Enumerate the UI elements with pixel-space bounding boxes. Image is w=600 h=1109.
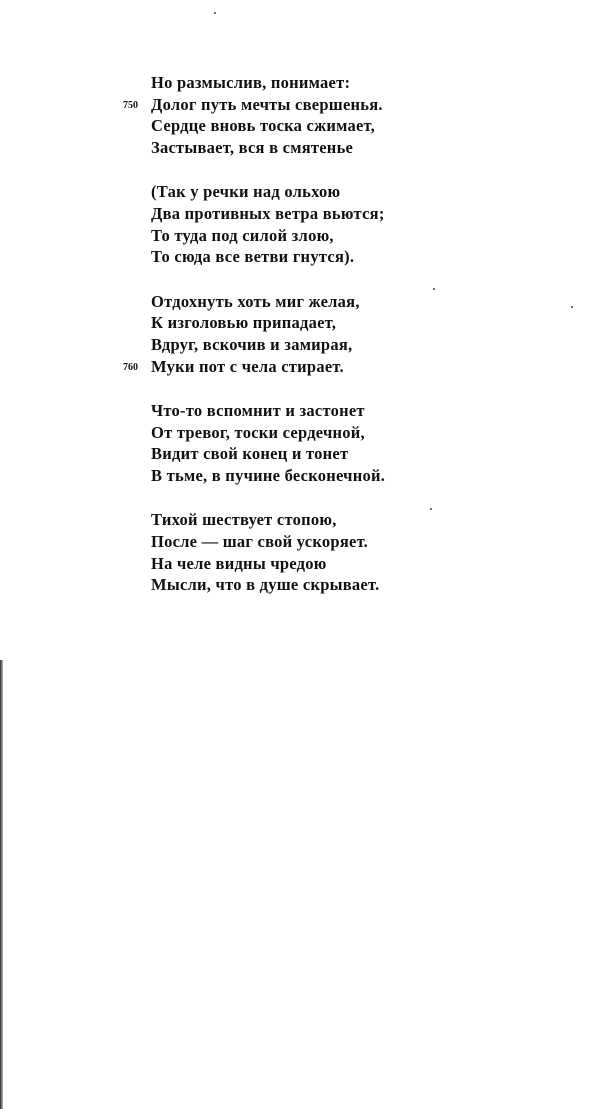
verse-line	[151, 137, 581, 159]
page-edge-shadow	[0, 660, 3, 1109]
line-number: 750	[123, 99, 138, 111]
verse-line	[151, 334, 581, 356]
verse-line	[151, 574, 581, 596]
verse-text: Вдруг, вскочив и замирая,	[151, 335, 353, 355]
verse-text: Два противных ветра вьются;	[151, 204, 385, 224]
verse-line	[123, 356, 581, 378]
stanza	[123, 291, 581, 378]
verse-line	[151, 465, 581, 487]
verse-text: К изголовью припадает,	[151, 313, 337, 333]
verse-line	[123, 94, 581, 116]
verse-line	[151, 115, 581, 137]
verse-line	[151, 553, 581, 575]
verse-text: Сердце вновь тоска сжимает,	[151, 116, 376, 136]
verse-text: Тихой шествует стопою,	[151, 510, 337, 530]
line-number: 760	[123, 361, 138, 373]
verse-line	[151, 225, 581, 247]
verse-text: На челе видны чредою	[151, 553, 327, 573]
verse-text: После — шаг свой ускоряет.	[151, 531, 369, 551]
verse-line	[151, 291, 581, 313]
stanza	[151, 400, 581, 487]
verse-line	[151, 72, 581, 94]
verse-text: Застывает, вся в смятенье	[151, 138, 354, 158]
verse-text: Что-то вспомнит и застонет	[151, 400, 365, 420]
verse-line	[151, 443, 581, 465]
verse-line	[151, 246, 581, 268]
verse-text: В тьме, в пучине бесконечной.	[151, 466, 386, 486]
speck	[214, 12, 216, 14]
verse-line	[151, 312, 581, 334]
verse-line	[151, 203, 581, 225]
verse-text: Видит свой конец и тонет	[151, 444, 349, 464]
verse-text: От тревог, тоски сердечной,	[151, 422, 365, 442]
verse-line	[151, 509, 581, 531]
stanza	[123, 72, 581, 159]
verse-text: Мысли, что в душе скрывает.	[151, 575, 380, 595]
verse-text: Долог путь мечты свершенья.	[151, 94, 383, 114]
verse-text: То сюда все ветви гнутся).	[151, 247, 355, 267]
verse-line	[151, 422, 581, 444]
verse-line	[151, 400, 581, 422]
verse-text: Муки пот с чела стирает.	[151, 356, 344, 376]
stanza	[151, 509, 581, 596]
stanza	[151, 181, 581, 268]
verse-line	[151, 181, 581, 203]
verse-text: Отдохнуть хоть миг желая,	[151, 291, 360, 311]
verse-text: То туда под силой злою,	[151, 225, 334, 245]
verse-text: (Так у речки над ольхою	[151, 182, 341, 202]
poem-text	[123, 72, 581, 619]
verse-line	[151, 531, 581, 553]
verse-text: Но размыслив, понимает:	[151, 73, 351, 92]
